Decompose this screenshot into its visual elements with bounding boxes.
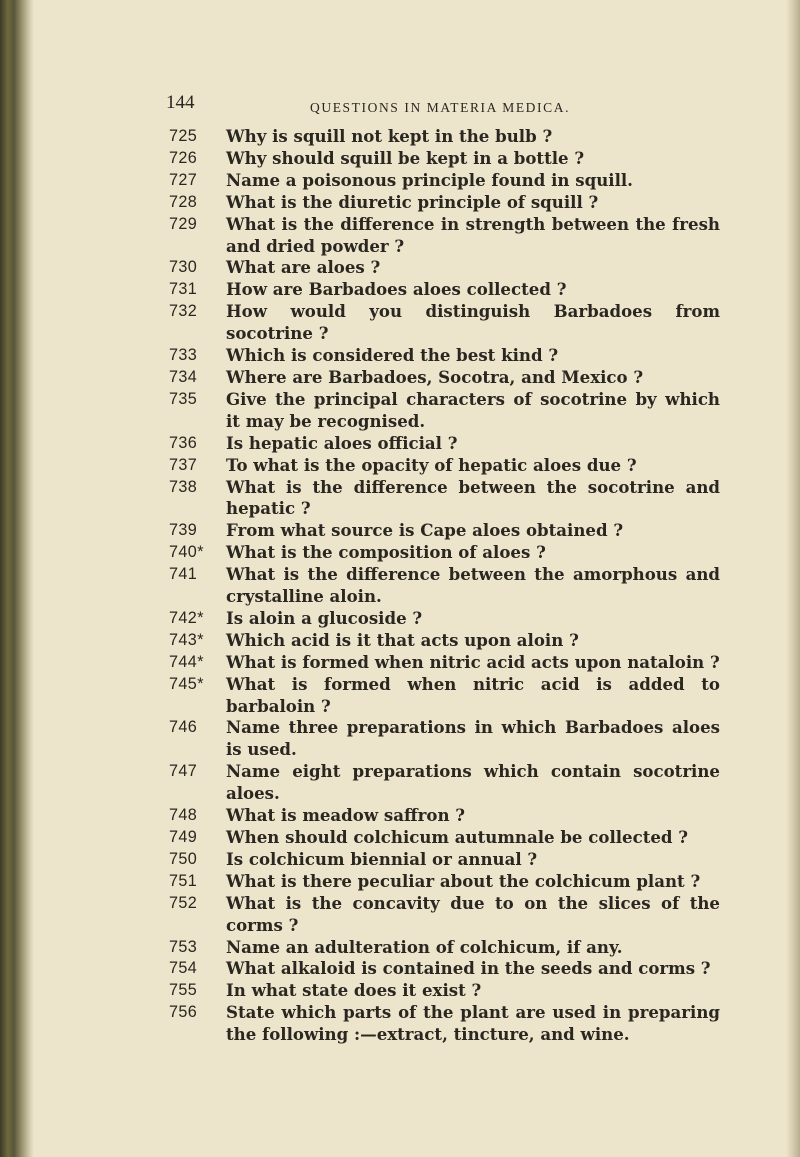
question-number: 735 [169, 389, 198, 408]
question-text: Which acid is it that acts upon aloin ? [226, 629, 579, 650]
question-number: 737 [169, 455, 198, 474]
question-item [0, 805, 800, 827]
question-number: 733 [169, 346, 198, 365]
question-text: Why is squill not kept in the bulb ? [226, 126, 553, 146]
question-item [0, 542, 800, 564]
question-item [0, 455, 800, 477]
question-item [0, 520, 800, 542]
question-item [0, 367, 800, 389]
question-text: What are aloes ? [226, 257, 381, 278]
question-number: 734 [169, 367, 198, 386]
question-number: 744* [169, 652, 204, 671]
question-item [0, 980, 800, 1002]
question-number: 747 [169, 762, 198, 781]
question-number: 727 [169, 170, 198, 189]
question-text: What is the concavity due to on the slices of the corms ? [226, 892, 720, 935]
question-item [0, 148, 800, 170]
question-text: In what state does it exist ? [226, 980, 482, 1001]
question-text: What alkaloid is contained in the seeds and corms ? [226, 958, 711, 979]
question-number: 731 [169, 280, 198, 299]
question-text: Which is considered the best kind ? [226, 345, 559, 366]
question-number: 726 [169, 148, 198, 167]
question-item [0, 937, 800, 959]
question-number: 741 [169, 565, 198, 584]
question-item [0, 279, 800, 301]
question-text: What is the difference in strength between the fresh and dried powder ? [226, 213, 720, 256]
question-item [0, 301, 800, 345]
question-item [0, 630, 800, 652]
question-text: What is formed when nitric acid acts upon nataloin ? [226, 651, 720, 672]
question-number: 752 [169, 893, 198, 912]
question-item [0, 871, 800, 893]
question-number: 738 [169, 477, 198, 496]
question-text: State which parts of the plant are used in preparing the following :—extract, tincture, and wine. [226, 1002, 720, 1045]
question-text: From what source is Cape aloes obtained ? [226, 520, 624, 541]
question-text: Name a poisonous principle found in squill. [226, 169, 633, 190]
question-number: 748 [169, 806, 198, 825]
question-number: 746 [169, 718, 198, 737]
question-item [0, 958, 800, 980]
question-number: 740* [169, 543, 204, 562]
question-text: How would you distinguish Barbadoes from socotrine ? [226, 301, 720, 344]
question-text: What is formed when nitric acid is added to barbaloin ? [226, 673, 720, 716]
question-text: When should colchicum autumnale be collected ? [226, 827, 689, 847]
question-number: 745* [169, 674, 204, 693]
question-number: 751 [169, 871, 198, 890]
question-text: What is the composition of aloes ? [226, 542, 546, 563]
question-item [0, 257, 800, 279]
question-text: To what is the opacity of hepatic aloes due ? [226, 454, 637, 475]
question-text: What is there peculiar about the colchicum plant ? [226, 870, 701, 891]
running-head: QUESTIONS IN MATERIA MEDICA. [310, 100, 571, 115]
question-item [0, 849, 800, 871]
question-item [0, 893, 800, 937]
question-number: 736 [169, 433, 198, 452]
question-number: 743* [169, 630, 204, 649]
question-number: 756 [169, 1003, 198, 1022]
question-item [0, 170, 800, 192]
question-item [0, 345, 800, 367]
question-text: What is the diuretic principle of squill ? [226, 191, 599, 212]
question-text: Is hepatic aloes official ? [226, 432, 458, 453]
question-number: 730 [169, 258, 198, 277]
question-item [0, 827, 800, 849]
question-number: 755 [169, 981, 198, 1000]
question-text: What is the difference between the socotrine and hepatic ? [226, 476, 720, 519]
question-item [0, 433, 800, 455]
question-item [0, 389, 800, 433]
question-number: 749 [169, 828, 198, 846]
question-text: Name eight preparations which contain socotrine aloes. [226, 761, 720, 804]
question-item [0, 674, 800, 718]
question-number: 742* [169, 608, 204, 627]
question-number: 754 [169, 959, 198, 978]
question-item [0, 717, 800, 761]
question-number: 725 [169, 127, 198, 145]
question-text: Is colchicum biennial or annual ? [226, 848, 538, 869]
page-number: 144 [166, 92, 195, 113]
question-text: What is meadow saffron ? [226, 805, 466, 826]
question-text: What is the difference between the amorphous and crystalline aloin. [226, 564, 720, 607]
question-item [0, 652, 800, 674]
question-text: How are Barbadoes aloes collected ? [226, 279, 567, 300]
question-number: 750 [169, 849, 198, 868]
question-number: 732 [169, 302, 198, 321]
question-text: Why should squill be kept in a bottle ? [226, 147, 585, 168]
question-number: 728 [169, 192, 198, 211]
question-item [0, 761, 800, 805]
question-text: Name three preparations in which Barbadoes aloes is used. [226, 717, 720, 760]
question-number: 753 [169, 937, 198, 956]
question-item [0, 564, 800, 608]
question-list [0, 126, 800, 1046]
question-item [0, 477, 800, 521]
question-item [0, 214, 800, 258]
question-number: 729 [169, 214, 198, 233]
question-text: Where are Barbadoes, Socotra, and Mexico ? [226, 366, 644, 387]
question-item [0, 126, 800, 148]
question-item [0, 1002, 800, 1046]
question-item [0, 608, 800, 630]
question-text: Name an adulteration of colchicum, if any. [226, 936, 623, 957]
question-number: 739 [169, 521, 198, 540]
question-text: Is aloin a glucoside ? [226, 607, 423, 628]
question-item [0, 192, 800, 214]
question-text: Give the principal characters of socotrine by which it may be recognised. [226, 388, 720, 431]
